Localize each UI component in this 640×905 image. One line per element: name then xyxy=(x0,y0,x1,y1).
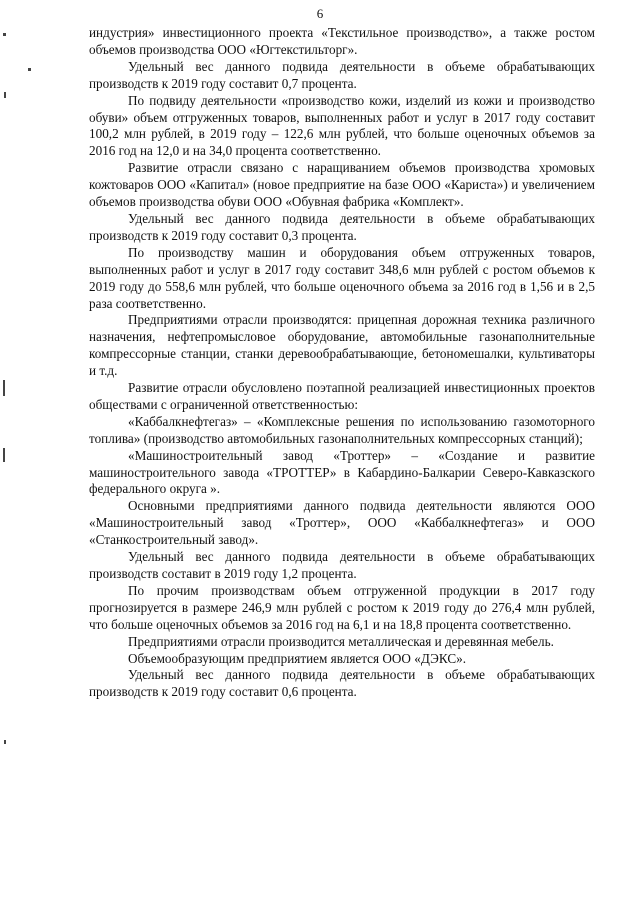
paragraph: Основными предприятиями данного подвида деятельности являются ООО «Машиностроительный завод «Троттер», ООО «Каббалкнефтегаз» и ООО «Станкостроительный завод». xyxy=(89,498,595,548)
margin-mark xyxy=(3,448,5,462)
paragraph: Удельный вес данного подвида деятельности в объеме обрабатывающих производств к 2019 году составит 0,3 процента. xyxy=(89,210,595,243)
paragraph: индустрия» инвестиционного проекта «Текстильное производство», а также ростом объемов производства ООО «Югтекстильторг». xyxy=(89,25,595,57)
paragraph: Удельный вес данного подвида деятельности в объеме обрабатывающих производств составит в 2019 году 1,2 процента. xyxy=(89,549,595,581)
body-text xyxy=(89,25,595,701)
paragraph: Предприятиями отрасли производится металлическая и деревянная мебель. xyxy=(128,633,554,649)
margin-mark xyxy=(4,92,6,98)
paragraph: По прочим производствам объем отгруженной продукции в 2017 году прогнозируется в размере 246,9 млн рублей с ростом к 2019 году до 276,4 млн рублей, что больше оценочных объемов за 2016 год на 6,1 и на 18,8 процента соответственно. xyxy=(89,582,595,632)
page-number: 6 xyxy=(316,6,324,21)
paragraph: Объемообразующим предприятием является ООО «ДЭКС». xyxy=(128,650,467,666)
paragraph: «Каббалкнефтегаз» – «Комплексные решения по использованию газомоторного топлива» (производство автомобильных газонаполнительных компрессорных станций); xyxy=(89,413,595,446)
paragraph: По производству машин и оборудования объем отгруженных товаров, выполненных работ и услуг в 2017 году составит 348,6 млн рублей с ростом объемов к 2019 году до 558,6 млн рублей, что больше оценочного объема за 2016 год в 1,56 и в 2,5 раза соответственно. xyxy=(89,244,595,311)
paragraph: «Машиностроительный завод «Троттер» – «Создание и развитие машиностроительного завода «ТРОТТЕР» в Кабардино-Балкарии Северо-Кавказского федерального округа ». xyxy=(89,447,595,497)
paragraph: Удельный вес данного подвида деятельности в объеме обрабатывающих производств к 2019 году составит 0,7 процента. xyxy=(89,58,595,91)
paragraph: Удельный вес данного подвида деятельности в объеме обрабатывающих производств к 2019 году составит 0,6 процента. xyxy=(89,667,595,700)
paragraph: По подвиду деятельности «производство кожи, изделий из кожи и производство обуви» объем отгруженных товаров, выполненных работ и услуг в 2017 году составит 100,2 млн рублей, в 2019 году – 122,6 млн рублей, что больше оценочных объемов за 2016 год на 12,0 и на 34,0 процента соответственно. xyxy=(89,92,595,159)
paragraph: Развитие отрасли обусловлено поэтапной реализацией инвестиционных проектов обществами с ограниченной ответственностью: xyxy=(89,380,595,412)
paragraph: Предприятиями отрасли производятся: прицепная дорожная техника различного назначения, нефтепромысловое оборудование, автомобильные газонаполнительные компрессорные станции, станки деревообрабатывающие, бетономешалки, культиваторы и т.д. xyxy=(89,312,595,379)
margin-mark xyxy=(3,33,6,36)
paragraph: Развитие отрасли связано с наращиванием объемов производства хромовых кожтоваров ООО «Капитал» (новое предприятие на базе ООО «Кариста») и увеличением объемов производства обуви ООО «Обувная фабрика «Комплект». xyxy=(89,160,595,210)
margin-mark xyxy=(3,380,5,396)
margin-mark xyxy=(4,740,6,744)
margin-mark xyxy=(28,68,31,71)
